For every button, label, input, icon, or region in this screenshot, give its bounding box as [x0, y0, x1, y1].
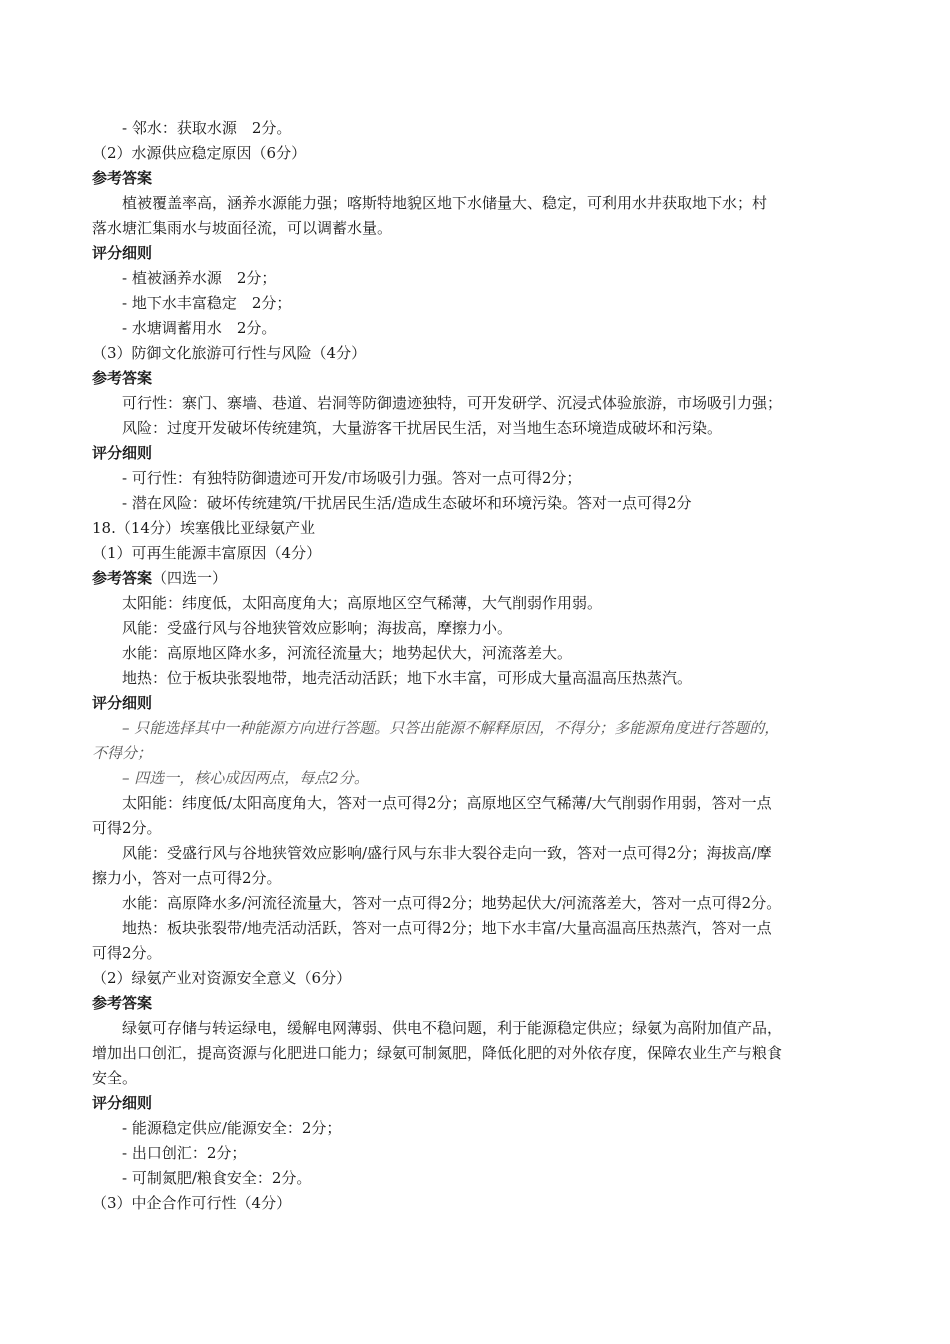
scoring-label: 评分细则	[92, 1094, 153, 1112]
answer-label: 参考答案	[92, 994, 153, 1012]
subquestion-title: （2）水源供应稳定原因（6分）	[92, 144, 307, 162]
scoring-text: 太阳能：纬度低/太阳高度角大，答对一点可得2分；高原地区空气稀薄/大气削弱作用弱，答对一点	[122, 794, 772, 812]
subquestion-title: （2）绿氨产业对资源安全意义（6分）	[92, 969, 352, 987]
answer-text: 太阳能：纬度低，太阳高度角大；高原地区空气稀薄，大气削弱作用弱。	[122, 594, 603, 612]
answer-note: （四选一）	[152, 569, 228, 587]
answer-text: 风能：受盛行风与谷地狭管效应影响；海拔高，摩擦力小。	[122, 619, 513, 637]
scoring-text: 水能：高原降水多/河流径流量大，答对一点可得2分；地势起伏大/河流落差大，答对一点可得2分。	[122, 894, 782, 912]
answer-text: 安全。	[92, 1069, 138, 1087]
scoring-label: 评分细则	[92, 694, 153, 712]
scoring-note: – 只能选择其中一种能源方向进行答题。只答出能源不解释原因，不得分；多能源角度进行答题的，	[122, 719, 780, 737]
scoring-item: - 地下水丰富稳定 2分；	[122, 294, 292, 312]
scoring-label: 评分细则	[92, 444, 153, 462]
scoring-text: 风能：受盛行风与谷地狭管效应影响/盛行风与东非大裂谷走向一致，答对一点可得2分；海拔高/摩	[122, 844, 772, 862]
scoring-item: - 出口创汇：2分；	[122, 1144, 247, 1162]
scoring-text: 地热：板块张裂带/地壳活动活跃，答对一点可得2分；地下水丰富/大量高温高压热蒸汽，答对一点	[122, 919, 772, 937]
subquestion-title: （3）中企合作可行性（4分）	[92, 1194, 292, 1212]
answer-text: 落水塘汇集雨水与坡面径流，可以调蓄水量。	[92, 219, 393, 237]
question-title: 18.（14分）埃塞俄比亚绿氨产业	[92, 519, 315, 537]
answer-text: 绿氨可存储与转运绿电，缓解电网薄弱、供电不稳问题，利于能源稳定供应；绿氨为高附加值产品，	[122, 1019, 783, 1037]
answer-label-row	[92, 568, 227, 588]
answer-label: 参考答案	[92, 369, 153, 387]
answer-text: 风险：过度开发破坏传统建筑，大量游客干扰居民生活，对当地生态环境造成破坏和污染。	[122, 419, 723, 437]
scoring-text: 擦力小，答对一点可得2分。	[92, 869, 282, 887]
scoring-label: 评分细则	[92, 244, 153, 262]
scoring-text: 可得2分。	[92, 944, 162, 962]
answer-text: 地热：位于板块张裂地带，地壳活动活跃；地下水丰富，可形成大量高温高压热蒸汽。	[122, 669, 693, 687]
scoring-item: - 潜在风险：破坏传统建筑/干扰居民生活/造成生态破坏和环境污染。答对一点可得2分	[122, 494, 692, 512]
scoring-note: – 四选一，核心成因两点，每点2分。	[122, 769, 369, 787]
answer-text: 植被覆盖率高，涵养水源能力强；喀斯特地貌区地下水储量大、稳定，可利用水井获取地下水；村	[122, 194, 768, 212]
scoring-text: 可得2分。	[92, 819, 162, 837]
scoring-item: - 水塘调蓄用水 2分。	[122, 319, 277, 337]
answer-text: 增加出口创汇，提高资源与化肥进口能力；绿氨可制氮肥，降低化肥的对外依存度，保障农业生产与粮食	[92, 1044, 783, 1062]
answer-label: 参考答案	[92, 169, 153, 187]
subquestion-title: （3）防御文化旅游可行性与风险（4分）	[92, 344, 367, 362]
scoring-item: - 邻水：获取水源 2分。	[122, 119, 292, 137]
scoring-item: - 植被涵养水源 2分；	[122, 269, 277, 287]
answer-label: 参考答案	[92, 569, 153, 587]
subquestion-title: （1）可再生能源丰富原因（4分）	[92, 544, 322, 562]
answer-text: 可行性：寨门、寨墙、巷道、岩洞等防御遗迹独特，可开发研学、沉浸式体验旅游，市场吸引力强；	[122, 394, 783, 412]
scoring-note: 不得分；	[92, 744, 153, 762]
answer-text: 水能：高原地区降水多，河流径流量大；地势起伏大，河流落差大。	[122, 644, 573, 662]
scoring-item: - 能源稳定供应/能源安全：2分；	[122, 1119, 342, 1137]
scoring-item: - 可行性：有独特防御遗迹可开发/市场吸引力强。答对一点可得2分；	[122, 469, 582, 487]
scoring-item: - 可制氮肥/粮食安全：2分。	[122, 1169, 312, 1187]
